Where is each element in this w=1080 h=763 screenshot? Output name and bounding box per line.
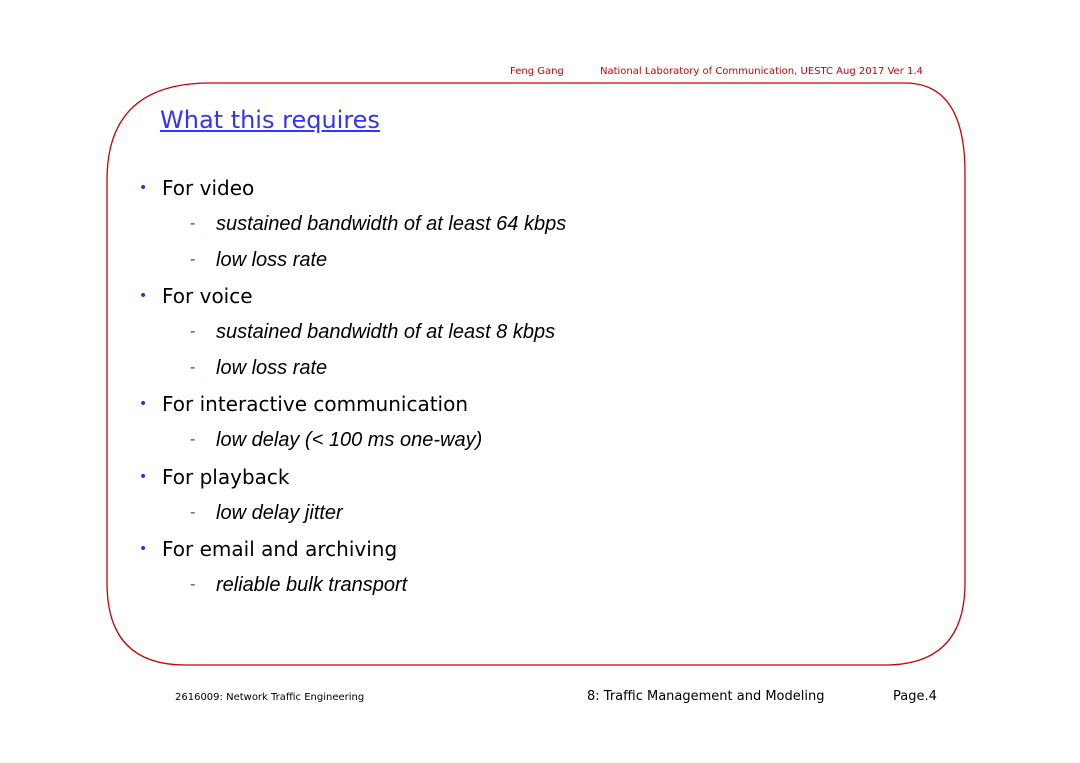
bullet-text: For playback bbox=[162, 465, 290, 489]
sub-bullet-item bbox=[190, 574, 408, 597]
bullet-item bbox=[139, 392, 469, 416]
header-author: Feng Gang bbox=[510, 66, 564, 77]
bullet-text: For interactive communication bbox=[162, 392, 469, 416]
bullet-item bbox=[139, 537, 398, 561]
sub-bullet-item bbox=[190, 249, 328, 272]
bullet-dot-icon: • bbox=[139, 396, 148, 412]
sub-bullet-text: low delay (< 100 ms one-way) bbox=[216, 429, 483, 451]
bullet-dot-icon: • bbox=[139, 180, 148, 196]
sub-bullet-text: sustained bandwidth of at least 64 kbps bbox=[216, 213, 567, 235]
bullet-dash-icon: - bbox=[190, 576, 196, 593]
sub-bullet-item bbox=[190, 502, 343, 525]
slide-title: What this requires bbox=[160, 106, 380, 134]
bullet-dash-icon: - bbox=[190, 215, 196, 232]
bullet-dot-icon: • bbox=[139, 288, 148, 304]
sub-bullet-item bbox=[190, 357, 328, 380]
header-organization: National Laboratory of Communication, UESTC Aug 2017 Ver 1.4 bbox=[600, 66, 923, 77]
footer-chapter: 8: Traffic Management and Modeling bbox=[587, 689, 825, 704]
sub-bullet-text: low loss rate bbox=[216, 357, 328, 379]
bullet-text: For video bbox=[162, 176, 255, 200]
sub-bullet-text: low loss rate bbox=[216, 249, 328, 271]
bullet-text: For email and archiving bbox=[162, 537, 398, 561]
bullet-dash-icon: - bbox=[190, 359, 196, 376]
sub-bullet-text: reliable bulk transport bbox=[216, 574, 408, 596]
bullet-item bbox=[139, 176, 255, 200]
sub-bullet-item bbox=[190, 321, 556, 344]
bullet-item bbox=[139, 284, 253, 308]
footer-course: 2616009: Network Traffic Engineering bbox=[175, 692, 365, 703]
sub-bullet-item bbox=[190, 429, 483, 452]
bullet-dot-icon: • bbox=[139, 541, 148, 557]
bullet-text: For voice bbox=[162, 284, 253, 308]
sub-bullet-text: low delay jitter bbox=[216, 502, 343, 524]
sub-bullet-item bbox=[190, 213, 567, 236]
bullet-dash-icon: - bbox=[190, 251, 196, 268]
sub-bullet-text: sustained bandwidth of at least 8 kbps bbox=[216, 321, 556, 343]
bullet-dash-icon: - bbox=[190, 431, 196, 448]
bullet-dot-icon: • bbox=[139, 469, 148, 485]
footer-page-number: Page.4 bbox=[893, 689, 937, 704]
bullet-dash-icon: - bbox=[190, 323, 196, 340]
bullet-item bbox=[139, 465, 290, 489]
bullet-dash-icon: - bbox=[190, 504, 196, 521]
